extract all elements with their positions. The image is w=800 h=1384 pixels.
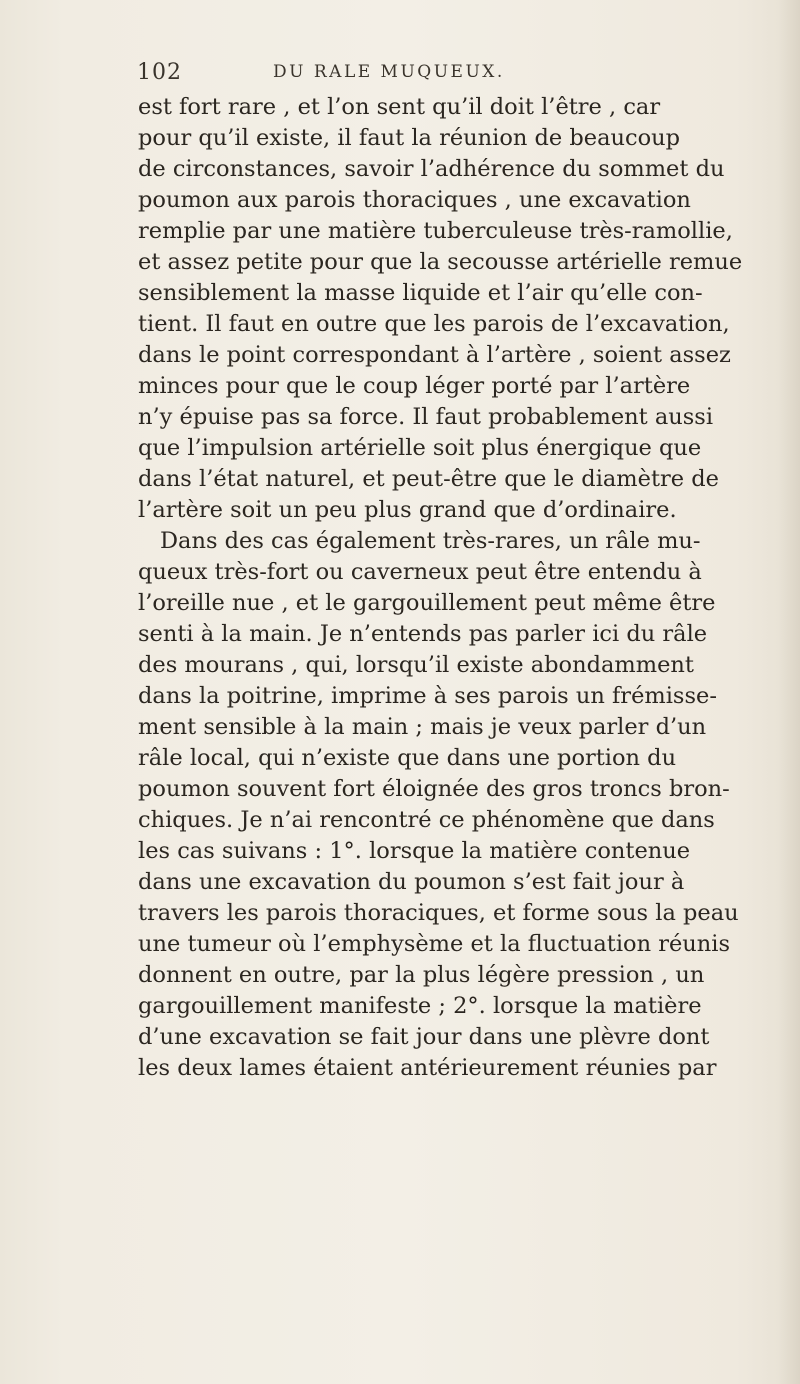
- text-line: ment sensible à la main ; mais je veux parler d’un: [138, 714, 707, 740]
- text-line: une tumeur où l’emphysème et la fluctuation réunis: [138, 931, 731, 957]
- page-number: 102: [137, 60, 182, 85]
- text-line: d’une excavation se fait jour dans une plèvre dont: [138, 1024, 710, 1050]
- text-line: minces pour que le coup léger porté par l’artère: [138, 373, 691, 399]
- text-line: dans l’état naturel, et peut-être que le diamètre de: [138, 466, 719, 492]
- text-line: est fort rare , et l’on sent qu’il doit l’être , car: [138, 94, 661, 120]
- text-line: donnent en outre, par la plus légère pression , un: [138, 962, 705, 988]
- text-line: et assez petite pour que la secousse artérielle remue: [138, 249, 743, 275]
- text-line: senti à la main. Je n’entends pas parler ici du râle: [138, 621, 708, 647]
- text-line: queux très-fort ou caverneux peut être entendu à: [138, 559, 702, 585]
- text-line: des mourans , qui, lorsqu’il existe abondamment: [138, 652, 694, 678]
- text-line: dans une excavation du poumon s’est fait jour à: [138, 869, 685, 895]
- text-line: tient. Il faut en outre que les parois de l’excavation,: [138, 311, 730, 337]
- text-line: que l’impulsion artérielle soit plus énergique que: [138, 435, 702, 461]
- text-line: pour qu’il existe, il faut la réunion de beaucoup: [138, 125, 681, 151]
- text-line: sensiblement la masse liquide et l’air qu’elle con-: [138, 280, 703, 306]
- text-line: les cas suivans : 1°. lorsque la matière contenue: [138, 838, 691, 864]
- text-line: travers les parois thoraciques, et forme sous la peau: [138, 900, 739, 926]
- body-text: [138, 92, 798, 1084]
- text-line: n’y épuise pas sa force. Il faut probablement aussi: [138, 404, 714, 430]
- text-line: dans le point correspondant à l’artère , soient assez: [138, 342, 731, 368]
- text-line: l’artère soit un peu plus grand que d’ordinaire.: [138, 497, 677, 523]
- running-head-title: DU RALE MUQUEUX.: [273, 62, 505, 82]
- text-line: poumon souvent fort éloignée des gros troncs bron-: [138, 776, 730, 802]
- text-line: poumon aux parois thoraciques , une excavation: [138, 187, 691, 213]
- text-line: chiques. Je n’ai rencontré ce phénomène que dans: [138, 807, 715, 833]
- text-line: gargouillement manifeste ; 2°. lorsque la matière: [138, 993, 702, 1019]
- text-line: l’oreille nue , et le gargouillement peut même être: [138, 590, 716, 616]
- text-line: les deux lames étaient antérieurement réunies par: [138, 1055, 717, 1081]
- paragraph-start-line: Dans des cas également très-rares, un râle mu-: [160, 528, 701, 554]
- text-line: de circonstances, savoir l’adhérence du sommet du: [138, 156, 725, 182]
- text-line: dans la poitrine, imprime à ses parois un frémisse-: [138, 683, 717, 709]
- running-head: [125, 60, 695, 90]
- text-line: râle local, qui n’existe que dans une portion du: [138, 745, 677, 771]
- text-line: remplie par une matière tuberculeuse très-ramollie,: [138, 218, 733, 244]
